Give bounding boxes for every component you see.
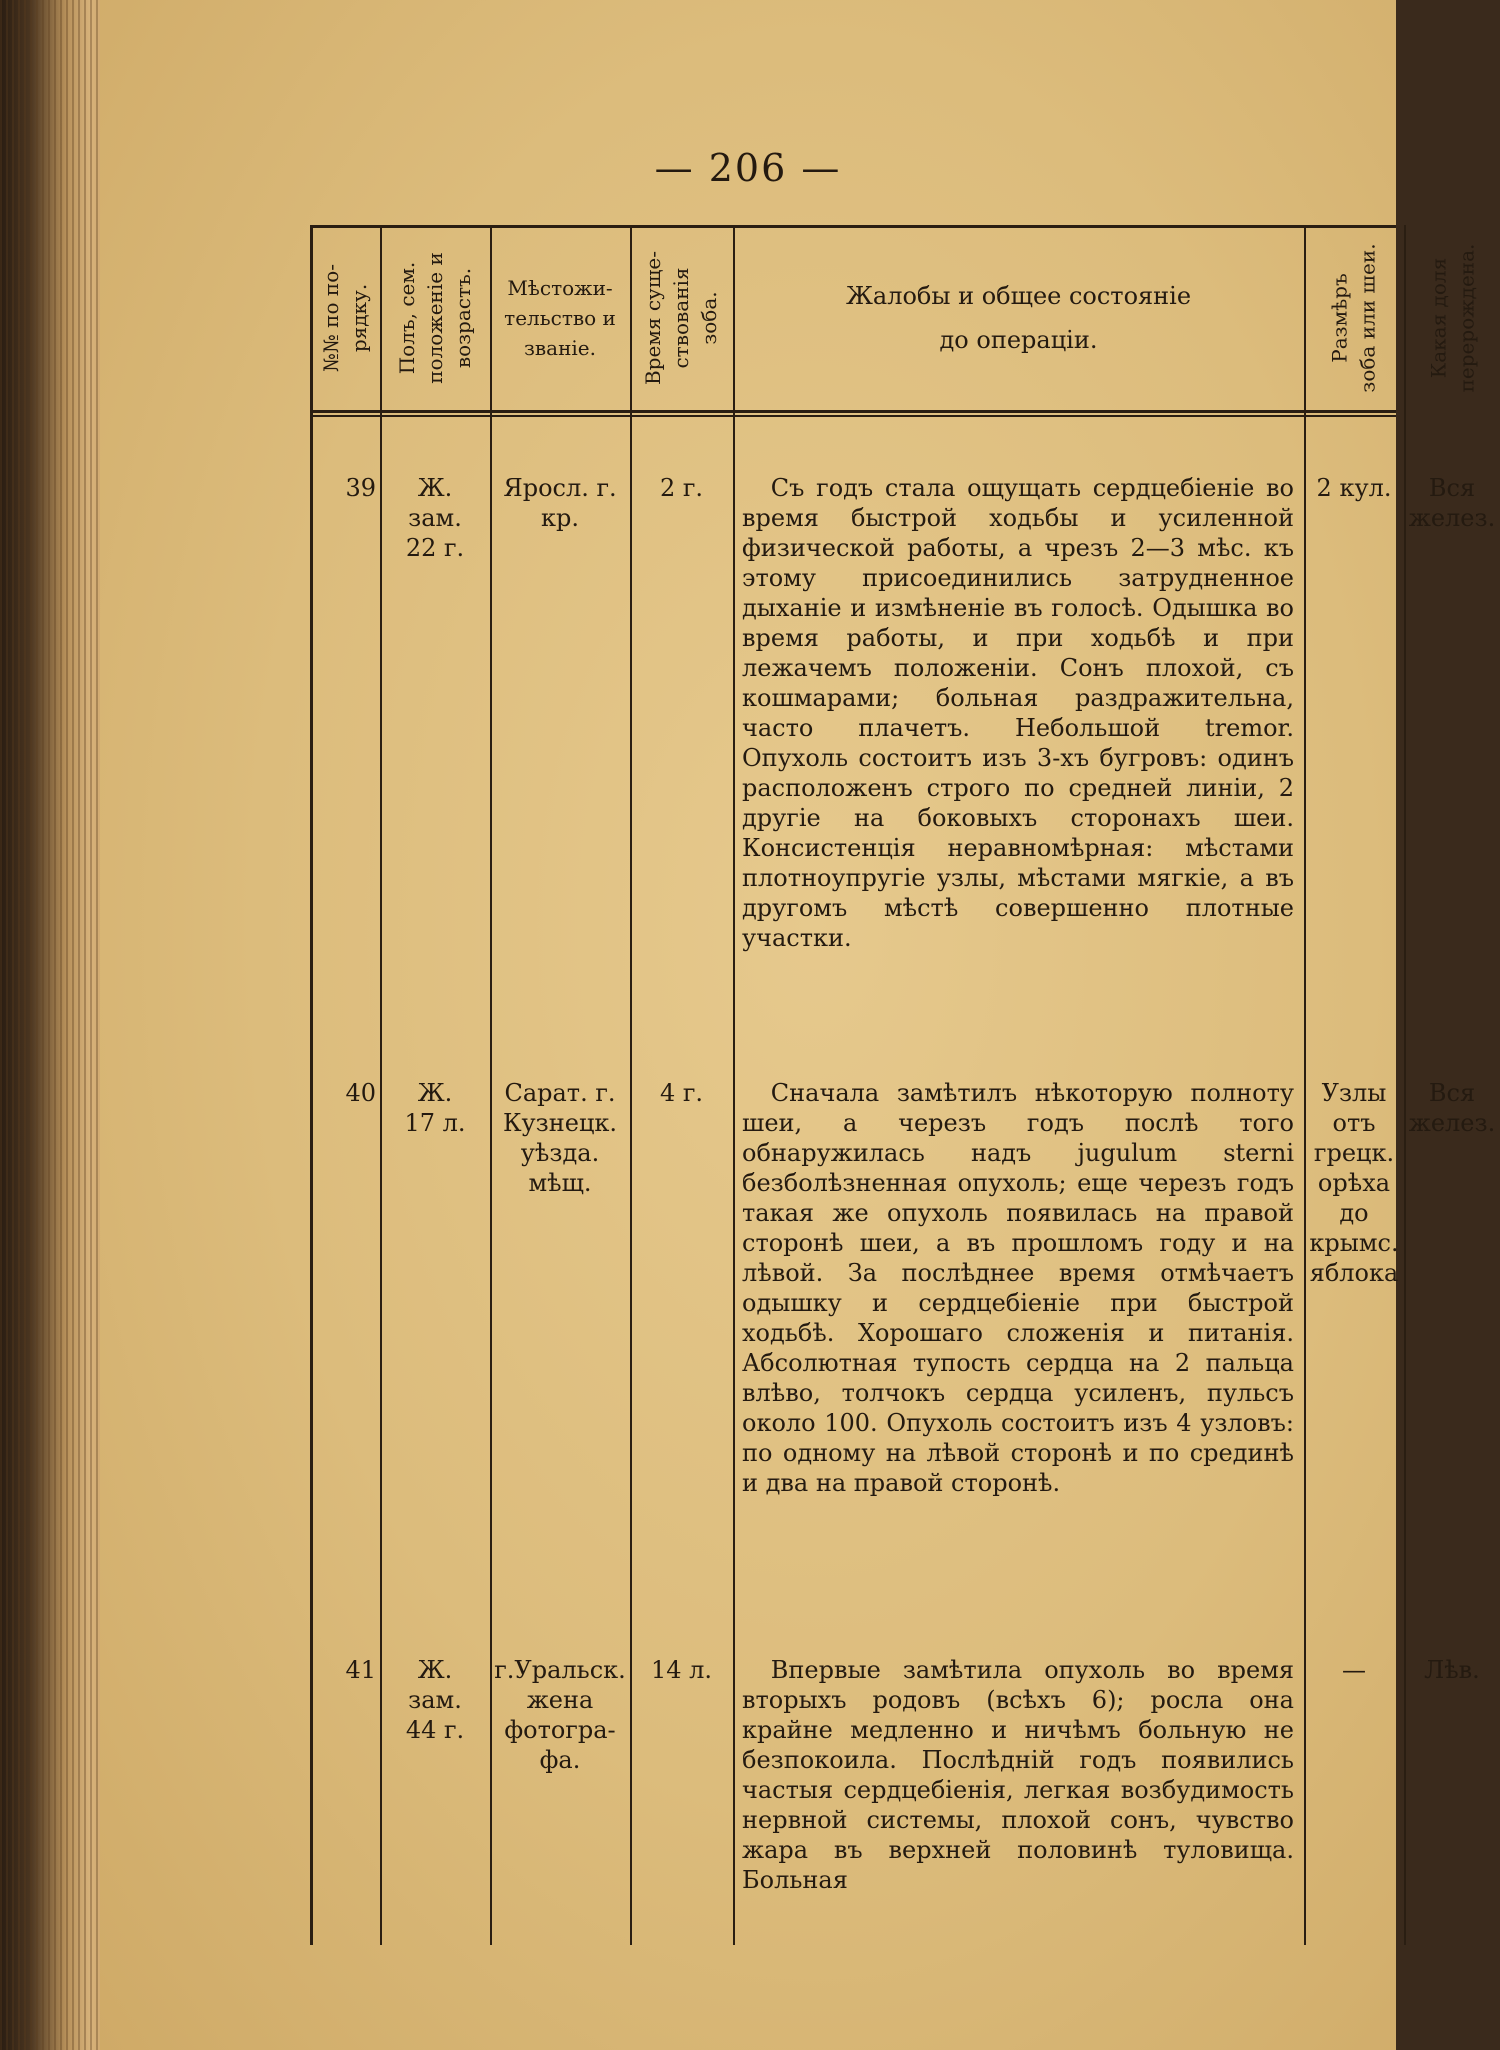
- row-40-no: 40: [345, 1079, 376, 1107]
- row-41-sex-line: Ж.: [417, 1656, 453, 1684]
- row-39-size-line: 2 кул.: [1316, 474, 1392, 502]
- col-divider-4: [733, 225, 735, 1945]
- row-40-part-line: Вся: [1428, 1079, 1476, 1107]
- row-39-part-line: желез.: [1408, 504, 1496, 532]
- header-col-residence-line3: званiе.: [523, 335, 596, 360]
- row-39-size: [1304, 473, 1404, 503]
- row-39-residence-line: Яросл. г.: [503, 474, 617, 502]
- row-40-sex-line: Ж.: [417, 1079, 453, 1107]
- row-41-complaints: Впервые замѣтила опухоль во время вторыхъ родовъ (всѣхъ 6); росла она крайне медленно и ничѣмъ больную не безпокоила. Послѣднiй годъ появились частыя сердцебiенiя, легкая возбудимость нервной системы, плохой сонъ, чувство жара въ верхней половинѣ туловища. Больная: [742, 1656, 1294, 1894]
- row-40-residence-line: Кузнецк.: [502, 1109, 618, 1137]
- header-col-duration-line3: зоба.: [697, 290, 722, 345]
- row-40-sex-line: 17 л.: [404, 1109, 466, 1137]
- row-40-size-line: грецк.: [1313, 1139, 1395, 1167]
- header-col-complaints-line2: до операцiи.: [939, 325, 1098, 354]
- row-41-size-line: —: [1342, 1656, 1366, 1684]
- row-41-size: [1304, 1655, 1404, 1685]
- row-41-part-line: Лѣв.: [1424, 1656, 1480, 1684]
- row-41-no: 41: [345, 1656, 376, 1684]
- header-col-no-line1: №№ по по-: [319, 263, 344, 372]
- row-41-sex-line: зам.: [408, 1686, 462, 1714]
- row-41-sex: [380, 1655, 490, 1745]
- row-39-no: 39: [345, 474, 376, 502]
- row-41-residence-line: фа.: [539, 1746, 581, 1774]
- row-39-sex-line: 22 г.: [405, 534, 465, 562]
- header-col-residence-line1: Мѣстожи-: [507, 275, 613, 300]
- row-40-residence: [490, 1078, 630, 1198]
- page-number: — 206 —: [654, 146, 842, 190]
- header-col-size-line1: Размѣръ: [1328, 272, 1352, 363]
- row-40-part-line: желез.: [1408, 1109, 1496, 1137]
- row-39-duration: 2 г.: [659, 474, 704, 502]
- header-col-size: [1304, 225, 1404, 410]
- header-col-residence: [490, 225, 630, 410]
- row-40-complaints: Сначала замѣтилъ нѣкоторую полноту шеи, а черезъ годъ послѣ того обнаружилась надъ jugulum sterni безболѣзненная опухоль; еще черезъ годъ такая же опухоль появилась на правой сторонѣ шеи, а въ прошломъ году и на лѣвой. За послѣднее время отмѣчаетъ одышку и сердцебiенiе при быстрой ходьбѣ. Хорошаго сложенiя и питанiя. Абсолютная тупость сердца на 2 пальца влѣво, толчокъ сердца усиленъ, пульсъ около 100. Опухоль состоитъ изъ 4 узловъ: по одному на лѣвой сторонѣ и по срединѣ и два на правой сторонѣ.: [742, 1079, 1294, 1497]
- row-40-size-line: до: [1339, 1199, 1369, 1227]
- row-39-part-line: Вся: [1428, 474, 1476, 502]
- row-40-residence-line: уѣзда.: [520, 1139, 600, 1167]
- row-41-residence-line: г.Уральск.: [494, 1656, 626, 1684]
- header-col-sex-line2: положенiе и: [423, 251, 448, 384]
- row-39-sex-line: Ж.: [417, 474, 453, 502]
- header-col-part: [1404, 225, 1500, 410]
- header-col-size-line2: зоба или шеи.: [1356, 242, 1380, 393]
- row-40-sex: [380, 1078, 490, 1138]
- header-bottom-rule: [310, 410, 1396, 413]
- row-41-part: [1404, 1655, 1500, 1685]
- patients-table: [310, 225, 1496, 1945]
- row-39-residence: [490, 473, 630, 533]
- row-40-size-line: Узлы: [1321, 1079, 1387, 1107]
- header-col-sex-line3: возрастъ.: [451, 267, 476, 368]
- row-40-duration: 4 г.: [659, 1079, 704, 1107]
- row-40-part: [1404, 1078, 1500, 1138]
- row-39-sex: [380, 473, 490, 563]
- row-39-sex-line: зам.: [408, 504, 462, 532]
- row-40-size-line: крымс.: [1309, 1229, 1399, 1257]
- row-39-complaints: Съ годъ стала ощущать сердцебiенiе во время быстрой ходьбы и усиленной физической работы, а чрезъ 2—3 мѣс. къ этому присоединились затрудненное дыханiе и измѣненiе въ голосѣ. Одышка во время работы, и при ходьбѣ и при лежачемъ положенiи. Сонъ плохой, съ кошмарами; больная раздражительна, часто плачетъ. Небольшой tremor. Опухоль состоитъ изъ 3-хъ бугровъ: одинъ расположенъ строго по средней линiи, 2 другiе на боковыхъ сторонахъ шеи. Консистенцiя неравномѣрная: мѣстами плотноупругiе узлы, мѣстами мягкiе, а въ другомъ мѣстѣ совершенно плотные участки.: [742, 474, 1294, 952]
- row-40-size-line: отъ: [1332, 1109, 1376, 1137]
- header-col-complaints: [733, 225, 1304, 410]
- row-41-duration: 14 л.: [650, 1656, 713, 1684]
- row-39-residence-line: кр.: [541, 504, 579, 532]
- book-page: [100, 0, 1496, 2050]
- row-40-size: [1304, 1078, 1404, 1288]
- header-col-residence-line2: тельство и: [504, 305, 616, 330]
- row-41-residence: [490, 1655, 630, 1775]
- row-41-residence-line: жена: [526, 1686, 594, 1714]
- header-col-no: [310, 225, 380, 410]
- header-col-part-line2: перерождена.: [1454, 243, 1478, 392]
- header-col-duration-line2: ствованiя: [669, 266, 694, 369]
- row-39-part: [1404, 473, 1500, 533]
- header-col-part-line1: Какая доля: [1426, 257, 1450, 378]
- header-col-sex: [380, 225, 490, 410]
- row-41-residence-line: фотогра-: [504, 1716, 616, 1744]
- header-col-sex-line1: Полъ, сем.: [395, 261, 420, 374]
- row-40-size-line: орѣха: [1317, 1169, 1391, 1197]
- row-40-residence-line: Сарат. г.: [504, 1079, 616, 1107]
- header-col-duration-line1: Время суще-: [641, 250, 666, 385]
- row-41-sex-line: 44 г.: [405, 1716, 465, 1744]
- row-40-residence-line: мѣщ.: [528, 1169, 592, 1197]
- header-bottom-rule-double: [310, 415, 1396, 417]
- header-col-duration: [630, 225, 733, 410]
- header-col-no-line2: рядку.: [347, 283, 372, 352]
- header-col-complaints-line1: Жалобы и общее состоянiе: [845, 281, 1192, 310]
- row-40-size-line: яблока: [1309, 1259, 1399, 1287]
